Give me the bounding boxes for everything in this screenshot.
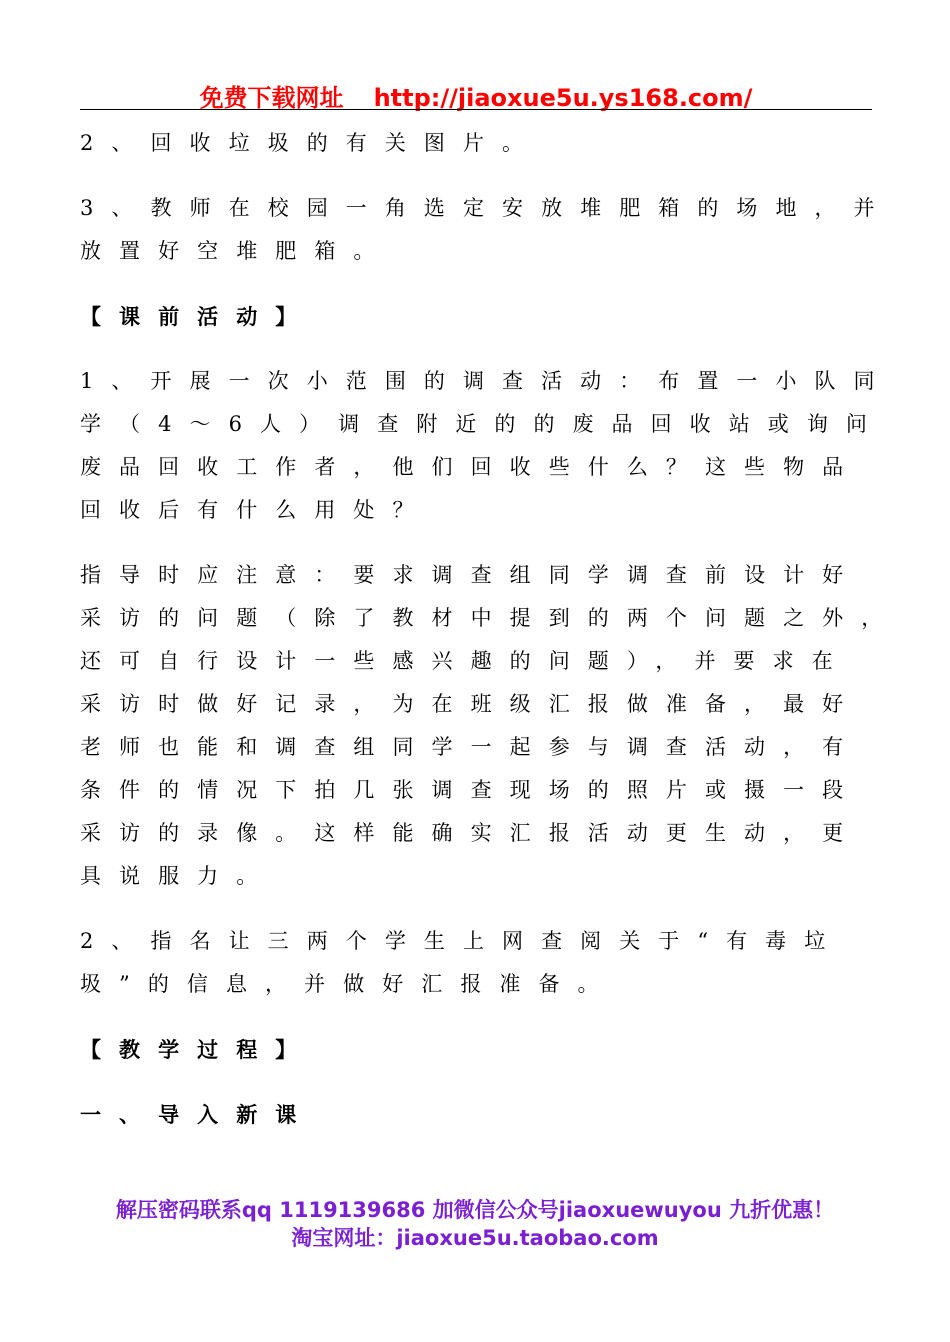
text-line: 2、指名让三两个学生上网查阅关于“有毒垃 (80, 929, 844, 953)
text-line: 采访时做好记录，为在班级汇报做准备，最好 (80, 692, 862, 716)
subsection-heading-intro (80, 1093, 870, 1136)
text-line: 老师也能和调查组同学一起参与调查活动，有 (80, 735, 862, 759)
text-line: 圾”的信息，并做好汇报准备。 (80, 972, 617, 996)
text-line: 还可自行设计一些感兴趣的问题），并要求在 (80, 649, 851, 673)
text-line: 3、教师在校园一角选定安放堆肥箱的场地，并 (80, 196, 893, 220)
paragraph-guidance (80, 554, 901, 898)
text-line: 学（4～6人）调查附近的的废品回收站或询问 (80, 412, 885, 436)
text-line: 放置好空堆肥箱。 (80, 239, 393, 263)
paragraph-materials-3 (80, 187, 893, 273)
paragraph-materials-2 (80, 122, 870, 165)
footer-contact-line: 解压密码联系qq 1119139686 加微信公众号jiaoxuewuyou 九折优惠！ (115, 1198, 835, 1222)
header-site-label: 免费下载网址 (199, 84, 344, 112)
header-divider (80, 109, 872, 110)
text-line: 指导时应注意：要求调查组同学调查前设计好 (80, 563, 862, 587)
text-line: 采访的问题（除了教材中提到的两个问题之外， (80, 606, 901, 630)
text-line: 具说服力。 (80, 864, 276, 888)
footer-taobao-link[interactable]: 淘宝网址：jiaoxue5u.taobao.com (291, 1226, 659, 1250)
header-banner (80, 78, 872, 113)
header-url-link[interactable]: http://jiaoxue5u.ys168.com/ (373, 84, 753, 112)
text-line: 采访的录像。这样能确实汇报活动更生动，更 (80, 821, 862, 845)
paragraph-activity-1 (80, 360, 893, 532)
text-line: 1、开展一次小范围的调查活动：布置一小队同 (80, 369, 893, 393)
text-line: 2、回收垃圾的有关图片。 (80, 131, 542, 155)
text-line: 回收后有什么用处？ (80, 498, 432, 522)
heading-text: 【课前活动】 (80, 304, 315, 329)
text-line: 废品回收工作者，他们回收些什么？这些物品 (80, 455, 862, 479)
heading-text: 一、导入新课 (80, 1102, 315, 1127)
section-heading-pre-class (80, 295, 870, 338)
text-line: 条件的情况下拍几张调查现场的照片或摄一段 (80, 778, 862, 802)
heading-text: 【教学过程】 (80, 1037, 315, 1062)
section-heading-teaching-process (80, 1028, 870, 1071)
paragraph-activity-2 (80, 920, 870, 1006)
footer-promo (0, 1196, 950, 1252)
document-body (80, 122, 901, 1158)
